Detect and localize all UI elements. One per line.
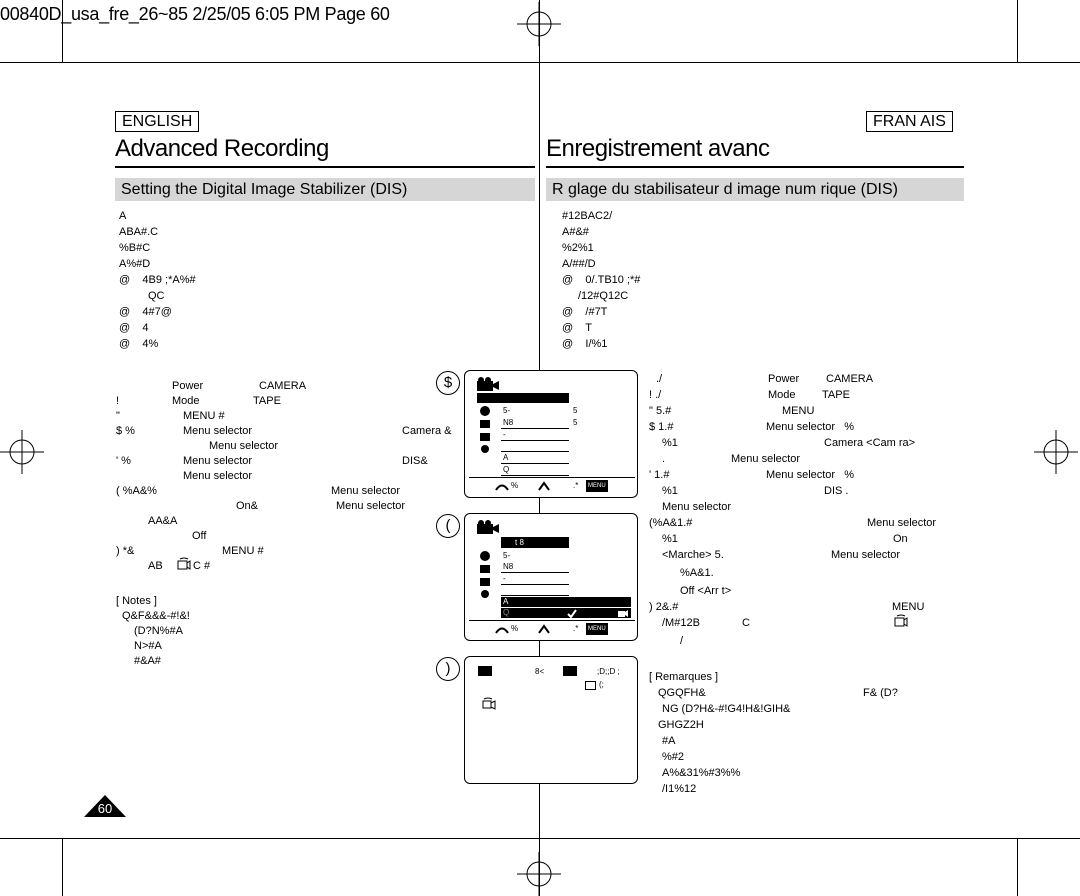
status-label-2: ;D;;D ; — [597, 667, 620, 676]
fr-step-7-sub-c: C — [742, 617, 750, 629]
lcd-screen-3 — [464, 656, 638, 784]
en-step-7-num: ) *& — [116, 545, 135, 557]
menu-row-6: Q — [503, 608, 510, 617]
en-step-6-selector: Menu selector — [331, 485, 401, 497]
screen-footer-rule — [469, 477, 635, 478]
en-notes-title: [ Notes ] — [116, 595, 157, 607]
fr-step-7-num: ) 2&.# — [649, 601, 679, 613]
crop-mark-tr — [1017, 0, 1018, 62]
crop-mark-br — [1017, 838, 1018, 896]
battery-icon — [478, 666, 492, 676]
fr-step-power: Power — [768, 373, 800, 385]
menu-divider — [501, 595, 569, 596]
crosshair-bottom — [517, 852, 561, 896]
fr-step-2-num: ! ./ — [649, 389, 662, 401]
fr-note-1: QGQFH& — [658, 687, 706, 699]
fr-step-menu: MENU — [782, 405, 815, 417]
dis-icon — [617, 608, 629, 618]
en-intro-7: @ 4#7@ — [119, 306, 172, 318]
crosshair-top — [517, 2, 561, 46]
fr-intro-1: #12BAC2/ — [562, 210, 613, 222]
step-marker-2: ( — [436, 514, 460, 538]
fr-intro-3: %2%1 — [562, 242, 594, 254]
fr-step-4b-selector: Menu selector — [731, 453, 801, 465]
menu-divider — [501, 475, 569, 476]
fr-intro-5: @ 0/.TB10 ;*# — [562, 274, 641, 286]
en-step-6-off: Off — [192, 530, 207, 542]
en-step-4-num: $ % — [116, 425, 135, 437]
menu-title: t 8 — [515, 538, 524, 547]
menu-side-icons — [478, 405, 492, 455]
fr-step-6-sub2: %A&1. — [680, 567, 714, 579]
english-label: ENGLISH — [115, 111, 199, 132]
menu-divider — [501, 440, 569, 441]
en-step-6b-selector: Menu selector — [336, 500, 406, 512]
crop-mark-bl — [62, 838, 63, 896]
footer-label-1: % — [511, 624, 519, 633]
move-icon — [495, 481, 509, 491]
status-label-3: (; — [599, 680, 604, 689]
checkmark-icon — [567, 609, 577, 618]
menu-highlight — [477, 393, 569, 403]
menu-row-2: N8 — [503, 418, 514, 427]
en-intro-4: A%#D — [119, 258, 151, 270]
select-icon — [537, 481, 551, 491]
en-step-tape: TAPE — [253, 395, 281, 407]
fr-step-camera: CAMERA — [826, 373, 874, 385]
footer-label-2: .* — [573, 481, 579, 490]
screen-footer-rule — [469, 620, 635, 621]
fr-note-6: A%&31%#3%% — [662, 767, 741, 779]
dis-icon — [893, 614, 909, 630]
fr-step-6-on: On — [893, 533, 908, 545]
menu-tag: MENU — [586, 623, 608, 635]
fr-intro-8: @ T — [562, 322, 592, 334]
en-step-5-num: ' % — [116, 455, 131, 467]
fr-notes-title: [ Remarques ] — [649, 671, 719, 683]
en-step-5-selector: Menu selector — [183, 455, 253, 467]
en-step-6-sub: AA&A — [148, 515, 178, 527]
fr-step-5-selector: Menu selector % — [766, 469, 855, 481]
fr-note-3: GHGZ2H — [658, 719, 704, 731]
step-marker-3: ) — [436, 657, 460, 681]
menu-divider — [501, 463, 569, 464]
fr-intro-4: A/##/D — [562, 258, 596, 270]
fr-intro-9: @ I/%1 — [562, 338, 608, 350]
fr-step-7-end: / — [680, 635, 684, 647]
menu-tag: MENU — [586, 480, 608, 492]
en-intro-1: A — [119, 210, 127, 222]
crop-line-bottom — [0, 838, 1080, 839]
en-note-3: N>#A — [134, 640, 162, 652]
crosshair-left — [0, 430, 44, 474]
menu-divider — [501, 584, 569, 585]
en-step-7-menu: MENU # — [222, 545, 264, 557]
camera-icon — [475, 519, 501, 535]
en-note-4: #&A# — [134, 655, 161, 667]
en-intro-8: @ 4 — [119, 322, 149, 334]
french-title-rule — [546, 166, 964, 168]
print-header: 00840D_usa_fre_26~85 2/25/05 6:05 PM Page 60 — [0, 4, 390, 24]
fr-step-5b-selector: Menu selector — [662, 501, 732, 513]
menu-title-highlight — [501, 537, 569, 548]
en-step-6-on: On& — [236, 500, 259, 512]
menu-row-5: A — [503, 597, 509, 606]
fr-step-4-selector: Menu selector % — [766, 421, 855, 433]
menu-row-2: N8 — [503, 562, 514, 571]
fr-step-6b-selector: Menu selector — [831, 549, 901, 561]
fr-step-4-camera: Camera <Cam ra> — [824, 437, 916, 449]
fr-step-7-menu: MENU — [892, 601, 925, 613]
menu-row-1: 5- — [503, 406, 511, 415]
fr-step-6-selector: Menu selector — [867, 517, 937, 529]
en-step-4b-selector: Menu selector — [209, 440, 279, 452]
fr-note-1-extra: F& (D? — [863, 687, 898, 699]
fr-note-5: %#2 — [662, 751, 685, 763]
en-intro-6: QC — [148, 290, 165, 302]
step-marker-1: $ — [436, 371, 460, 395]
en-note-1: Q&F&&&-#!&! — [122, 610, 190, 622]
french-label: FRAN AIS — [866, 111, 953, 132]
menu-row-6: Q — [503, 465, 510, 474]
fr-step-4-num: $ 1.# — [649, 421, 674, 433]
fr-step-1-num: ./ — [656, 373, 663, 385]
page-number: 60 — [97, 801, 113, 816]
tape-icon — [563, 666, 577, 676]
menu-row-5: A — [503, 453, 509, 462]
fr-step-tape: TAPE — [822, 389, 850, 401]
footer-label-2: .* — [573, 624, 579, 633]
lcd-screen-1 — [464, 370, 638, 498]
en-step-3-num: " — [116, 410, 120, 422]
french-section-heading: R glage du stabilisateur d image num rique (DIS) — [546, 178, 964, 201]
fr-intro-2: A#&# — [562, 226, 589, 238]
fr-step-mode: Mode — [768, 389, 796, 401]
english-section-heading: Setting the Digital Image Stabilizer (DIS) — [115, 178, 535, 201]
menu-val-2: 5 — [573, 418, 578, 427]
french-title: Enregistrement avanc — [546, 135, 770, 162]
english-title: Advanced Recording — [115, 135, 329, 162]
en-intro-2: ABA#.C — [119, 226, 159, 238]
fr-intro-6: /12#Q12C — [578, 290, 629, 302]
mode-icon — [585, 681, 596, 690]
en-step-5-dis: DIS& — [402, 455, 428, 467]
option-bar — [501, 608, 631, 618]
crop-line-top — [0, 62, 1080, 63]
fr-step-6-marche: <Marche> 5. — [662, 549, 724, 561]
menu-val-1: 5 — [573, 406, 578, 415]
fr-step-5-dis: DIS . — [824, 485, 849, 497]
english-title-rule — [115, 166, 535, 168]
en-step-menu: MENU # — [183, 410, 225, 422]
fr-note-4: #A — [662, 735, 676, 747]
menu-divider — [501, 572, 569, 573]
footer-label-1: % — [511, 481, 519, 490]
en-intro-5: @ 4B9 ;*A%# — [119, 274, 196, 286]
fr-step-5-sub: %1 — [662, 485, 678, 497]
en-step-7-sub2: C # — [193, 560, 211, 572]
en-step-6-num: ( %A&% — [116, 485, 157, 497]
fr-step-6-num: (%A&1.# — [649, 517, 693, 529]
en-step-camera: CAMERA — [259, 380, 307, 392]
en-step-4-camera: Camera & — [402, 425, 452, 437]
en-step-4-selector: Menu selector — [183, 425, 253, 437]
dis-icon — [481, 697, 497, 711]
fr-step-5-num: ' 1.# — [649, 469, 670, 481]
menu-row-1: 5- — [503, 551, 511, 560]
fr-step-6-sub: %1 — [662, 533, 678, 545]
dis-icon — [176, 557, 192, 573]
menu-row-3: - — [503, 430, 506, 439]
en-step-2-num: ! — [116, 395, 120, 407]
menu-divider — [501, 428, 569, 429]
fr-step-4b-num: . — [662, 453, 666, 465]
status-label-1: 8< — [535, 667, 545, 676]
camera-icon — [475, 376, 501, 392]
fr-intro-7: @ /#7T — [562, 306, 608, 318]
menu-side-icons — [478, 550, 492, 600]
fr-step-3-num: " 5.# — [649, 405, 672, 417]
menu-divider — [501, 451, 569, 452]
en-note-2: (D?N%#A — [134, 625, 183, 637]
move-icon — [495, 624, 509, 634]
selected-option-highlight — [501, 597, 631, 607]
fr-step-7-sub: /M#12B — [662, 617, 700, 629]
fr-note-2: NG (D?H&-#!G4!H&!GIH& — [662, 703, 791, 715]
select-icon — [537, 624, 551, 634]
en-step-5b-selector: Menu selector — [183, 470, 253, 482]
en-intro-9: @ 4% — [119, 338, 159, 350]
en-step-mode: Mode — [172, 395, 200, 407]
fr-step-6-off: Off <Arr t> — [680, 585, 732, 597]
crosshair-right — [1034, 430, 1078, 474]
fr-step-4-sub: %1 — [662, 437, 678, 449]
menu-row-3: - — [503, 574, 506, 583]
fr-note-7: /I1%12 — [662, 783, 697, 795]
en-step-7-sub: AB — [148, 560, 163, 572]
en-step-power: Power — [172, 380, 204, 392]
en-intro-3: %B#C — [119, 242, 151, 254]
lcd-screen-2 — [464, 513, 638, 641]
